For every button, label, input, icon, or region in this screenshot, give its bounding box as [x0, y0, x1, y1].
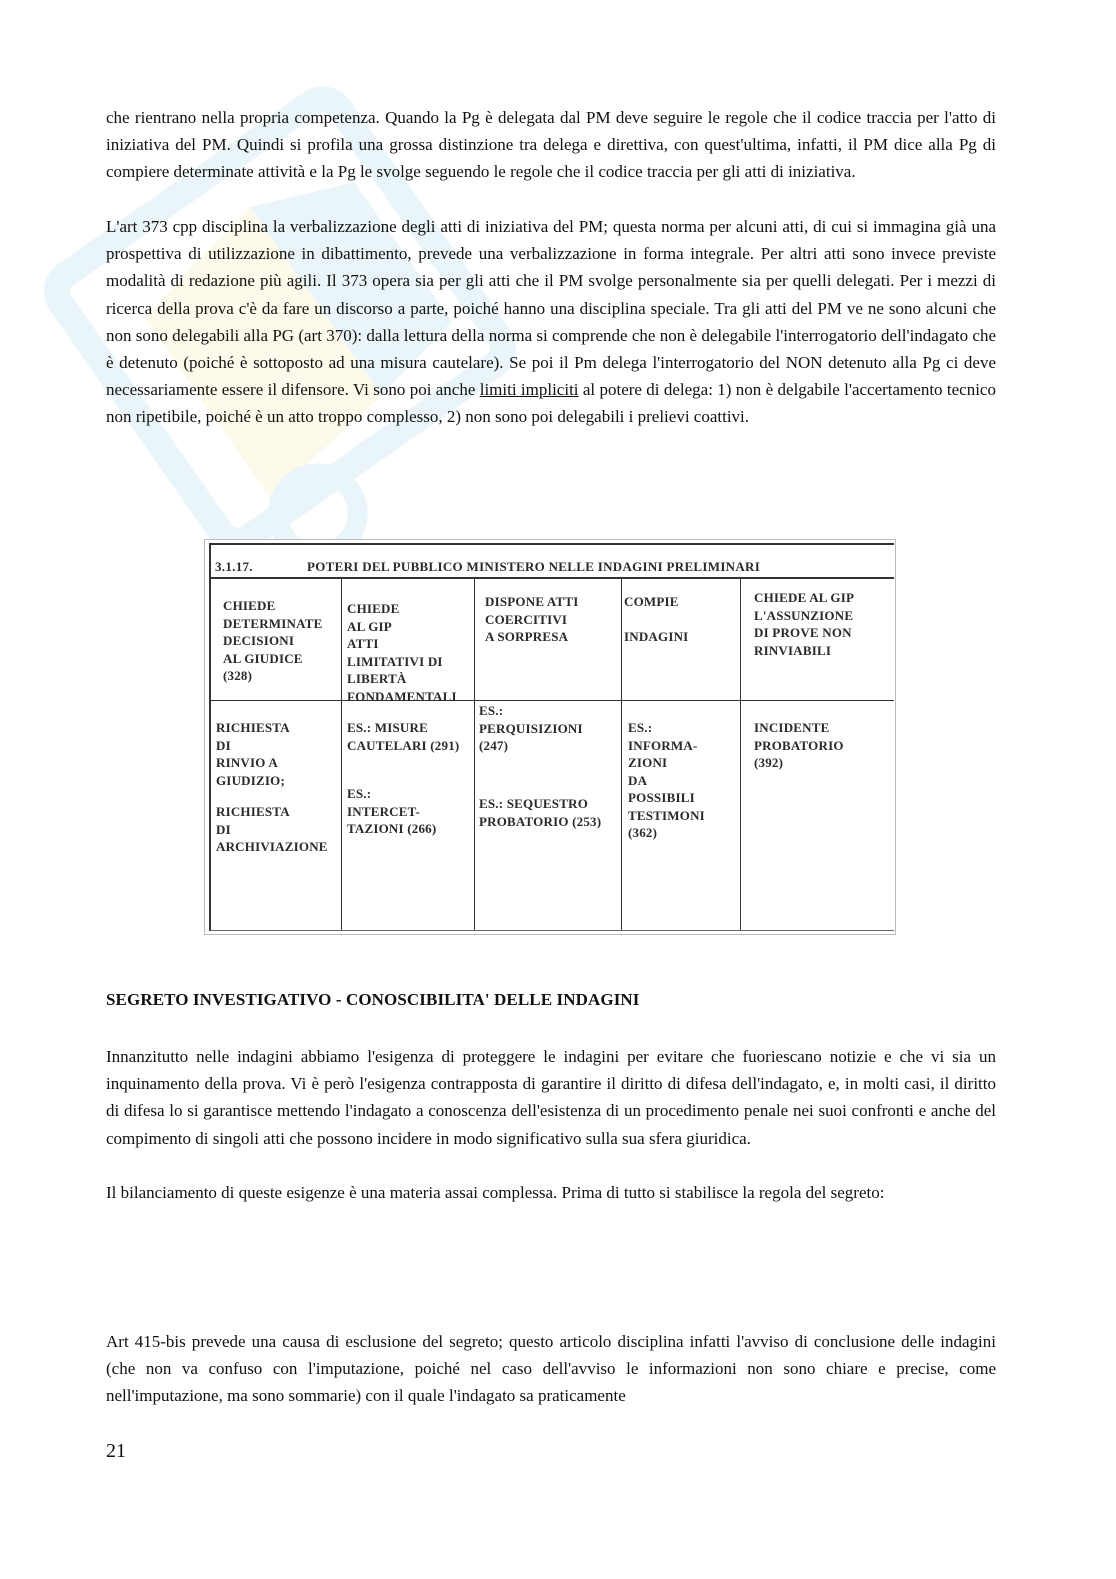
table-cell: ES.: INTERCET- TAZIONI (266): [347, 786, 437, 836]
table-header-cell: COMPIE INDAGINI: [624, 594, 689, 644]
section-heading: SEGRETO INVESTIGATIVO - CONOSCIBILITA' DELLE INDAGINI: [106, 990, 640, 1009]
paragraph-segreto: Innanzitutto nelle indagini abbiamo l'esigenza di proteggere le indagini per evitare che fuoriescano notizie e che vi sia un inquinamento della prova. Vi è però l'esigenza contrapposta di garantire il diritto di difesa dell'indagato, e, in molti casi, il diritto di difesa lo si garantisce mettendo l'indagato a conoscenza dell'esistenza di un procedimento penale nei suoi confronti e anche del compimento di singoli atti che possono incidere in modo significativo sulla sua sfera giuridica.: [106, 1047, 996, 1148]
table-cell: RICHIESTA DI RINVIO A GIUDIZIO;: [216, 720, 290, 788]
table-header-cell: DISPONE ATTI COERCITIVI A SORPRESA: [485, 594, 579, 644]
table-cell: ES.: PERQUISIZIONI (247): [479, 703, 583, 753]
table-cell: RICHIESTA DI ARCHIVIAZIONE: [216, 804, 328, 854]
underlined-phrase: limiti impliciti: [479, 380, 579, 400]
table-row-divider: [211, 700, 894, 701]
table-cell: ES.: SEQUESTRO PROBATORIO (253): [479, 796, 602, 829]
table-header-bar: [211, 545, 894, 579]
table-divider: [341, 577, 342, 930]
paragraph-delega: che rientrano nella propria competenza. Quando la Pg è delegata dal PM deve seguire le regole che il codice traccia per l'atto di iniziativa del PM. Quindi si profila una grossa distinzione tra delega e direttiva, con quest'ultima, infatti, il PM dice alla Pg di compiere determinate attività e la Pg le svolge seguendo le regole che il codice traccia per gli atti di iniziativa.: [106, 108, 996, 182]
paragraph-bilanciamento: Il bilanciamento di queste esigenze è una materia assai complessa. Prima di tutto si stabilisce la regola del segreto:: [106, 1183, 885, 1202]
powers-table: [209, 543, 894, 931]
table-header-cell: CHIEDE DETERMINATE DECISIONI AL GIUDICE (328): [223, 598, 323, 683]
table-divider: [740, 577, 741, 930]
paragraph-text: al potere di delega: 1) non è delgabile l'accertamento tecnico non ripetibile, poiché è un atto troppo complesso, 2) non sono poi delegabili i prelievi coattivi.: [106, 380, 996, 427]
powers-table-image: [204, 539, 896, 935]
paragraph-text: L'art 373 cpp disciplina la verbalizzazione degli atti di iniziativa del PM; questa norma per alcuni atti, di cui si immagina già una prospettiva di utilizzazione in dibattimento, prevede una verbalizzazione in forma integrale. Per altri atti sono invece previste modalità di redazione più agili. Il 373 opera sia per gli atti che il PM svolge personalmente sia per quelli delegati. Per i mezzi di ricerca della prova c'è da fare un discorso a parte, poiché hanno una disciplina speciale. Tra gli atti del PM ve ne sono alcuni che non sono delegabili alla PG (art 370): dalla lettura della norma si comprende che non è delegabile l'interrogatorio dell'indagato che è detenuto (poiché è sottoposto ad una misura cautelare). Se poi il Pm delega l'interrogatorio del NON detenuto alla Pg ci deve necessariamente essere il difensore. Vi sono poi anche: [106, 217, 996, 400]
table-number: 3.1.17.: [215, 559, 253, 574]
table-cell: ES.: INFORMA- ZIONI DA POSSIBILI TESTIMONI (362): [628, 720, 705, 840]
paragraph-415bis: Art 415-bis prevede una causa di esclusione del segreto; questo articolo disciplina infatti l'avviso di conclusione delle indagini (che non va confuso con l'imputazione, poiché nel caso dell'avviso le informazioni non sono chiare e precise, come nell'imputazione, ma sono sommarie) con il quale l'indagato sa praticamente: [106, 1332, 996, 1406]
table-header-cell: CHIEDE AL GIP L'ASSUNZIONE DI PROVE NON RINVIABILI: [754, 590, 855, 658]
table-divider: [474, 577, 475, 930]
page-number: 21: [106, 1440, 126, 1462]
paragraph-verbalizzazione: [106, 213, 996, 431]
table-title: POTERI DEL PUBBLICO MINISTERO NELLE INDAGINI PRELIMINARI: [307, 559, 761, 574]
table-divider: [621, 577, 622, 930]
table-cell: INCIDENTE PROBATORIO (392): [754, 720, 844, 770]
table-header-cell: CHIEDE AL GIP ATTI LIMITATIVI DI LIBERTÀ FONDAMENTALI: [347, 601, 457, 704]
table-cell: ES.: MISURE CAUTELARI (291): [347, 720, 460, 753]
